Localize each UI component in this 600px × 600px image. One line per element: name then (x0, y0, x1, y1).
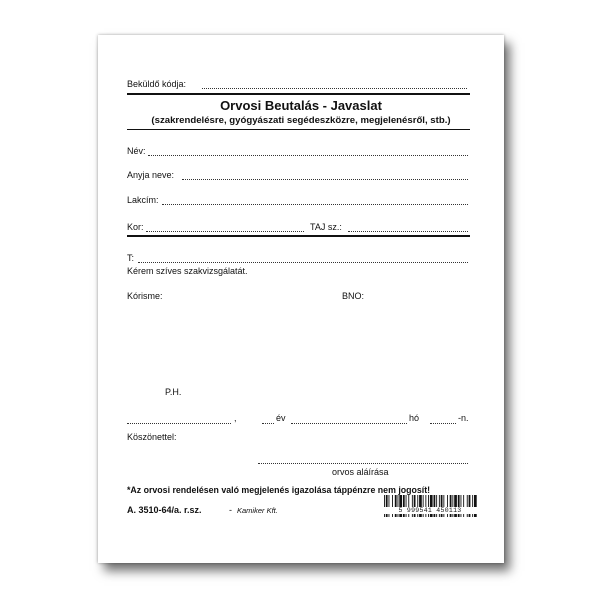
year-label: év (276, 413, 286, 423)
signature-label: orvos aláírása (332, 467, 389, 477)
address-label: Lakcím: (127, 195, 159, 205)
top-rule (127, 93, 470, 95)
form-subtitle: (szakrendelésre, gyógyászati segédeszközre, megjelenésről, stb.) (151, 115, 451, 126)
age-field[interactable] (146, 231, 304, 232)
mother-name-label: Anyja neve: (127, 170, 175, 180)
date-comma: , (234, 413, 237, 423)
diagnosis-label: Kórisme: (127, 291, 163, 301)
t-label: T: (127, 253, 135, 263)
mother-name-field[interactable] (182, 179, 468, 180)
form-code-dash: - (229, 505, 232, 515)
middle-rule (127, 235, 470, 237)
form-title: Orvosi Beutalás - Javaslat (220, 98, 382, 113)
place-field[interactable] (127, 423, 231, 424)
taj-label: TAJ sz.: (310, 222, 342, 232)
sender-code-label: Beküldő kódja: (127, 79, 187, 89)
name-field[interactable] (148, 155, 468, 156)
t-field[interactable] (138, 262, 468, 263)
day-suffix: -n. (458, 413, 469, 423)
address-field[interactable] (162, 204, 468, 205)
signature-field[interactable] (258, 463, 468, 464)
form-code: A. 3510-64/a. r.sz. (127, 505, 202, 515)
stamp-label: P.H. (165, 387, 182, 397)
bno-label: BNO: (342, 291, 365, 301)
publisher-name: Kamiker Kft. (237, 506, 278, 515)
name-label: Név: (127, 146, 146, 156)
year-prefix-field[interactable] (262, 423, 274, 424)
barcode-digits: 5 999541 450113 (383, 507, 477, 514)
thanks-label: Köszönettel: (127, 432, 177, 442)
age-label: Kor: (127, 222, 144, 232)
month-label: hó (409, 413, 420, 423)
disclaimer-note: *Az orvosi rendelésen való megjelenés igazolása táppénzre nem jogosít! (127, 485, 431, 495)
referral-form-sheet (98, 35, 504, 563)
request-text: Kérem szíves szakvizsgálatát. (127, 266, 248, 276)
sender-code-field[interactable] (202, 88, 467, 89)
subtitle-rule (127, 129, 470, 130)
month-field[interactable] (291, 423, 407, 424)
taj-field[interactable] (348, 231, 468, 232)
day-field[interactable] (430, 423, 456, 424)
